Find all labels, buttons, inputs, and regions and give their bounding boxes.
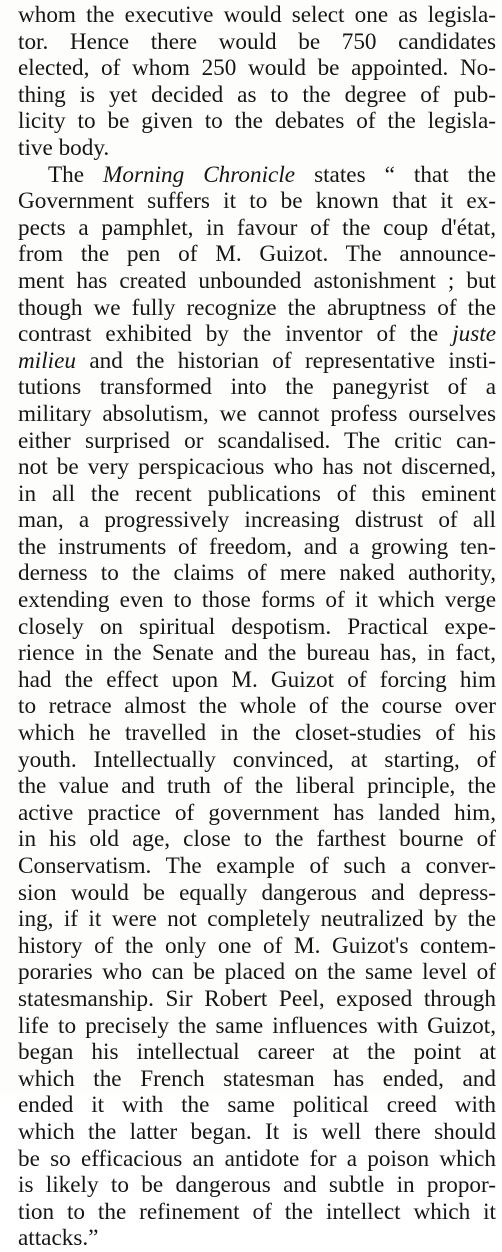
text-line: in his old age, close to the farthest bourne of bbox=[18, 826, 496, 853]
text-line: in all the recent publications of this eminent bbox=[18, 480, 496, 507]
text-line: had the effect upon M. Guizot of forcing him bbox=[18, 666, 496, 693]
text-line: ment has created unbounded astonishment ; but bbox=[18, 267, 496, 294]
text-line: milieu and the historian of representative insti- bbox=[18, 347, 496, 374]
text-line: Government suffers it to be known that it ex- bbox=[18, 188, 496, 215]
text-line: history of the only one of M. Guizot's contem- bbox=[18, 932, 496, 959]
text-line: licity to be given to the debates of the legisla- bbox=[18, 108, 496, 135]
text-line: not be very perspicacious who has not discerned, bbox=[18, 454, 496, 481]
text-line: active practice of government has landed him, bbox=[18, 799, 496, 826]
text-line: whom the executive would select one as legisla- bbox=[18, 2, 496, 28]
text-line: began his intellectual career at the point at bbox=[18, 1039, 496, 1066]
text-line: man, a progressively increasing distrust of all bbox=[18, 507, 496, 534]
text-line: life to precisely the same influences with Guizot, bbox=[18, 1012, 496, 1039]
text-line: either surprised or scandalised. The critic can- bbox=[18, 427, 496, 454]
text-line: be so efficacious an antidote for a poison which bbox=[18, 1145, 496, 1172]
text-line: which the French statesman has ended, and bbox=[18, 1065, 496, 1092]
text-line: youth. Intellectually convinced, at starting, of bbox=[18, 746, 496, 773]
text-line: derness to the claims of mere naked authority, bbox=[18, 560, 496, 587]
text-line: which the latter began. It is well there should bbox=[18, 1118, 496, 1145]
text-line: the value and truth of the liberal principle, the bbox=[18, 773, 496, 800]
text-line: ended it with the same political creed with bbox=[18, 1092, 496, 1119]
text-line: tor. Hence there would be 750 candidates bbox=[18, 28, 496, 55]
text-line: the instruments of freedom, and a growing ten- bbox=[18, 533, 496, 560]
text-line: poraries who can be placed on the same level of bbox=[18, 959, 496, 986]
text-line: to retrace almost the whole of the course over bbox=[18, 693, 496, 720]
text-line: elected, of whom 250 would be appointed. No- bbox=[18, 55, 496, 82]
text-line: thing is yet decided as to the degree of pub- bbox=[18, 81, 496, 108]
text-line: contrast exhibited by the inventor of the juste bbox=[18, 321, 496, 348]
text-line: tion to the refinement of the intellect which it bbox=[18, 1198, 496, 1225]
text-line: which he travelled in the closet-studies of his bbox=[18, 720, 496, 747]
text-line: attacks.” bbox=[18, 1225, 99, 1252]
paragraph-morning-chronicle bbox=[18, 162, 496, 1252]
text-line: from the pen of M. Guizot. The announce- bbox=[18, 241, 496, 268]
text-line: tutions transformed into the panegyrist of a bbox=[18, 374, 496, 401]
text-line: closely on spiritual despotism. Practical expe- bbox=[18, 613, 496, 640]
text-line: tive body. bbox=[18, 134, 110, 161]
text-line: statesmanship. Sir Robert Peel, exposed through bbox=[18, 985, 496, 1012]
text-line: ing, if it were not completely neutralized by the bbox=[18, 906, 496, 933]
text-line: military absolutism, we cannot profess ourselves bbox=[18, 400, 496, 427]
text-line: is likely to be dangerous and subtle in propor- bbox=[18, 1172, 496, 1199]
text-line: extending even to those forms of it which verge bbox=[18, 587, 496, 614]
text-line: Conservatism. The example of such a conver- bbox=[18, 853, 496, 879]
paragraph-intro bbox=[18, 2, 496, 162]
text-column bbox=[18, 2, 496, 1252]
text-line: The Morning Chronicle states “ that the bbox=[48, 161, 496, 188]
text-line: sion would be equally dangerous and depress- bbox=[18, 879, 496, 906]
text-line: rience in the Senate and the bureau has, in fact, bbox=[18, 640, 496, 667]
text-line: though we fully recognize the abruptness of the bbox=[18, 294, 496, 321]
text-line: pects a pamphlet, in favour of the coup d'état, bbox=[18, 214, 496, 241]
